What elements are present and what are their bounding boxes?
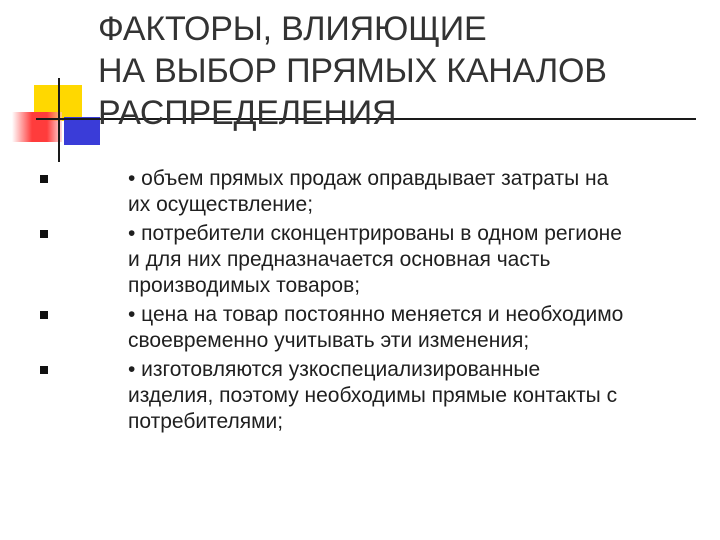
slide-title <box>98 8 698 134</box>
slide-title-line: РАСПРЕДЕЛЕНИЯ <box>98 94 397 132</box>
bullet-line: их осуществление; <box>128 193 314 216</box>
list-item <box>40 302 710 354</box>
bullet-text <box>128 166 710 218</box>
bullet-line: производимых товаров; <box>128 274 361 297</box>
slide-title-line: ФАКТОРЫ, ВЛИЯЮЩИЕ <box>98 10 487 48</box>
slide-title-line: НА ВЫБОР ПРЯМЫХ КАНАЛОВ <box>98 52 607 90</box>
square-bullet-icon <box>40 175 48 183</box>
list-item <box>40 166 710 218</box>
decor-blue-square <box>64 117 100 145</box>
bullet-line: • цена на товар постоянно меняется и необходимо <box>128 303 624 326</box>
bullet-line: изделия, поэтому необходимы прямые контакты с <box>128 384 618 407</box>
bullet-line: потребителями; <box>128 410 284 433</box>
bullet-text <box>128 302 710 354</box>
bullet-line: • изготовляются узкоспециализированные <box>128 358 541 381</box>
bullet-line: • потребители сконцентрированы в одном регионе <box>128 222 622 245</box>
square-bullet-icon <box>40 311 48 319</box>
list-item <box>40 221 710 299</box>
decor-vertical-line <box>58 78 60 162</box>
list-item <box>40 357 710 435</box>
bullet-text <box>128 357 710 435</box>
bullet-line: и для них предназначается основная часть <box>128 248 551 271</box>
decor-red-square <box>12 112 62 142</box>
square-bullet-icon <box>40 366 48 374</box>
bullet-line: • объем прямых продаж оправдывает затраты на <box>128 167 609 190</box>
square-bullet-icon <box>40 230 48 238</box>
bullet-list <box>40 166 710 438</box>
bullet-text <box>128 221 710 299</box>
bullet-line: своевременно учитывать эти изменения; <box>128 329 530 352</box>
